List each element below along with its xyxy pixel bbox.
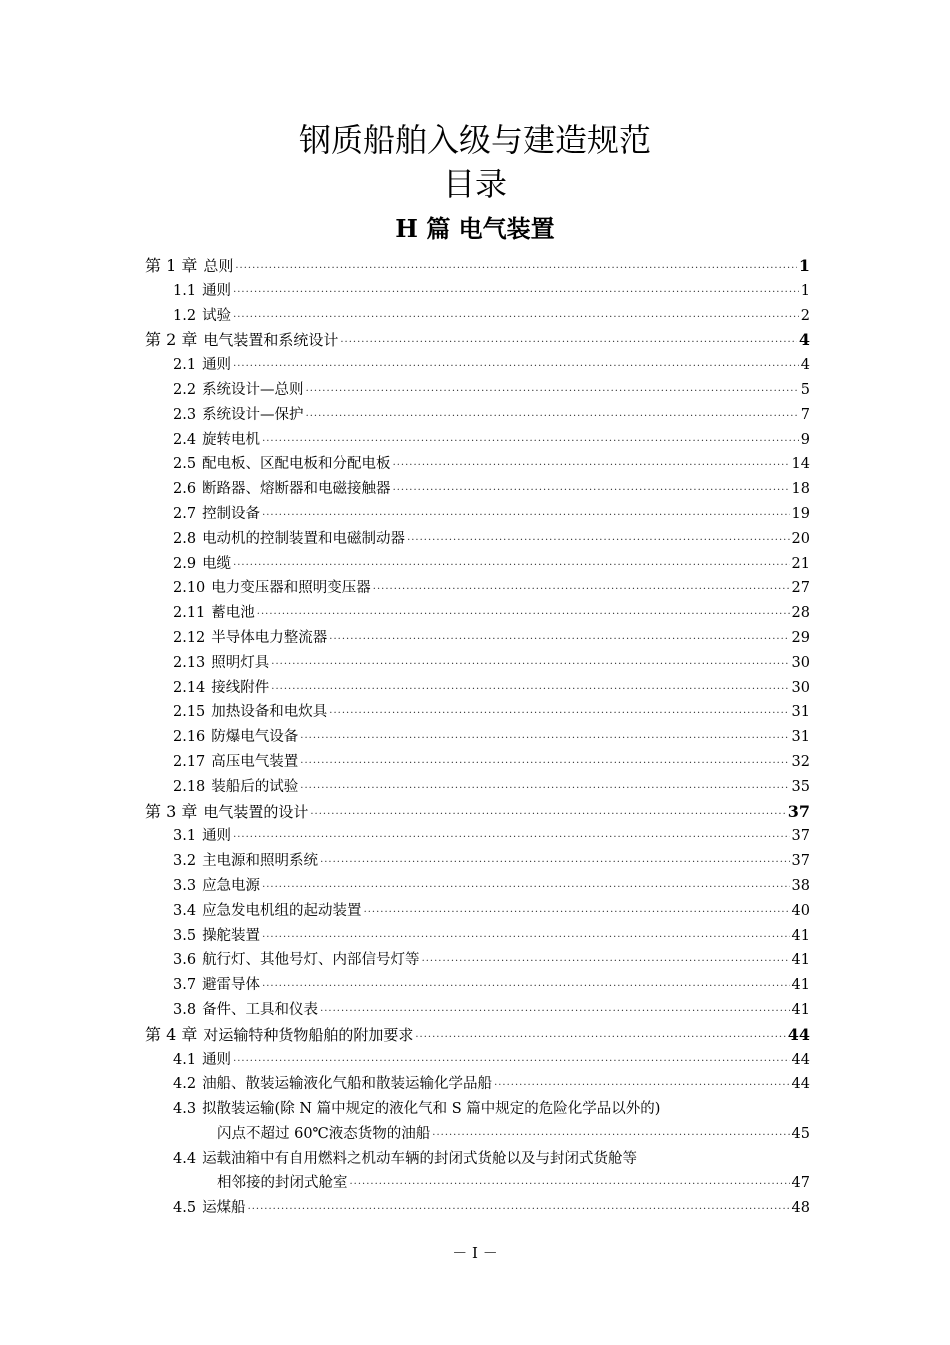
toc-section[interactable] xyxy=(145,651,810,676)
toc-chapter-1[interactable] xyxy=(145,254,810,279)
leader-dots xyxy=(329,702,789,727)
toc-entry-title: 闪点不超过 60℃液态货物的油船 xyxy=(217,1125,431,1142)
toc-entry-page: 41 xyxy=(791,952,810,969)
leader-dots xyxy=(393,479,790,504)
toc-entry-number: 2.11 xyxy=(173,605,206,622)
toc-entry-page: 2 xyxy=(800,307,810,324)
toc-entry-page: 48 xyxy=(791,1200,810,1217)
toc-entry-page: 9 xyxy=(800,431,810,448)
leader-dots xyxy=(364,901,790,926)
toc-entry-number: 2.17 xyxy=(173,753,206,770)
toc-entry-title: 电力变压器和照明变压器 xyxy=(211,580,371,597)
toc-entry-number: 第 2 章 xyxy=(145,330,198,350)
toc-entry-number: 3.6 xyxy=(173,952,197,969)
toc-entry-number: 第 4 章 xyxy=(145,1024,198,1044)
toc-entry-title: 总则 xyxy=(203,257,234,275)
leader-dots xyxy=(248,1198,790,1223)
leader-dots xyxy=(320,1000,789,1025)
toc-entry-title: 运载油箱中有自用燃料之机动车辆的封闭式货舱以及与封闭式货舱等 xyxy=(202,1150,638,1167)
toc-entry-number: 2.15 xyxy=(173,704,206,721)
toc-entry-title: 照明灯具 xyxy=(211,654,270,671)
toc-section[interactable] xyxy=(145,1147,810,1172)
toc-entry-title: 主电源和照明系统 xyxy=(202,853,319,870)
toc-section[interactable] xyxy=(145,998,810,1023)
toc-entry-number: 4.4 xyxy=(173,1150,197,1167)
toc-entry-page: 38 xyxy=(791,877,810,894)
toc-entry-number: 2.16 xyxy=(173,729,206,746)
toc-section[interactable] xyxy=(145,1097,810,1122)
toc-entry-number: 3.2 xyxy=(173,853,197,870)
toc-entry-title: 运煤船 xyxy=(202,1200,246,1217)
toc-section[interactable] xyxy=(145,477,810,502)
toc-entry-number: 第 1 章 xyxy=(145,256,198,275)
toc-section[interactable] xyxy=(145,576,810,601)
toc-chapter-2[interactable] xyxy=(145,328,810,353)
toc-entry-page: 44 xyxy=(787,1024,810,1044)
toc-entry-page: 32 xyxy=(791,753,810,770)
toc-entry-number: 4.3 xyxy=(173,1101,197,1118)
toc-section[interactable] xyxy=(145,824,810,849)
part-heading: H 篇 电气装置 xyxy=(395,214,555,243)
leader-dots xyxy=(271,678,789,703)
toc-section[interactable] xyxy=(145,601,810,626)
leader-dots xyxy=(306,405,799,430)
toc-entry-title: 油船、散装运输液化气船和散装运输化学品船 xyxy=(202,1076,493,1093)
toc-section[interactable] xyxy=(145,428,810,453)
toc-entry-number: 2.3 xyxy=(173,406,197,423)
toc-section[interactable] xyxy=(145,924,810,949)
toc-entry-title: 断路器、熔断器和电磁接触器 xyxy=(202,481,391,498)
document-title: 钢质船舶入级与建造规范 xyxy=(298,121,651,159)
toc-section[interactable] xyxy=(145,676,810,701)
toc-section[interactable] xyxy=(145,1072,810,1097)
toc-section[interactable] xyxy=(145,874,810,899)
toc-entry-number: 2.12 xyxy=(173,629,206,646)
toc-entry-page: 28 xyxy=(791,605,810,622)
toc-section[interactable] xyxy=(145,700,810,725)
toc-entry-page: 21 xyxy=(791,555,810,572)
toc-chapter-3[interactable] xyxy=(145,800,810,825)
toc-entry-title: 系统设计—总则 xyxy=(202,381,304,398)
toc-entry-number: 2.10 xyxy=(173,580,206,597)
toc-entry-page: 37 xyxy=(787,801,810,821)
toc-section[interactable] xyxy=(145,725,810,750)
leader-dots xyxy=(300,777,789,802)
toc-section[interactable] xyxy=(145,849,810,874)
toc-entry-number: 3.1 xyxy=(173,828,197,845)
toc-entry-title: 通则 xyxy=(202,282,232,299)
toc-entry-page: 4 xyxy=(798,330,810,350)
toc-entry-page: 19 xyxy=(791,505,810,522)
toc-section[interactable] xyxy=(145,502,810,527)
toc-entry-page: 18 xyxy=(791,481,810,498)
leader-dots xyxy=(329,628,789,653)
toc-entry-page: 35 xyxy=(791,778,810,795)
toc-entry-number: 2.18 xyxy=(173,778,206,795)
toc-entry-number: 2.4 xyxy=(173,431,197,448)
toc-entry-title: 对运输特种货物船舶的附加要求 xyxy=(203,1025,414,1044)
toc-entry-title: 系统设计—保护 xyxy=(202,406,304,423)
toc-chapter-4[interactable] xyxy=(145,1023,810,1048)
toc-section[interactable] xyxy=(145,552,810,577)
leader-dots xyxy=(422,950,790,975)
toc-entry-page: 41 xyxy=(791,927,810,944)
leader-dots xyxy=(407,529,789,554)
toc-entry-title: 加热设备和电炊具 xyxy=(211,704,328,721)
leader-dots xyxy=(262,876,789,901)
toc-entry-page: 44 xyxy=(791,1076,810,1093)
toc-entry-number: 2.8 xyxy=(173,530,197,547)
leader-dots xyxy=(262,504,789,529)
toc-entry-number: 第 3 章 xyxy=(145,801,198,821)
leader-dots xyxy=(262,926,789,951)
leader-dots xyxy=(415,1026,785,1051)
toc-entry-number: 1.1 xyxy=(173,282,197,299)
toc-entry-title: 电气装置的设计 xyxy=(203,802,309,821)
leader-dots xyxy=(233,554,789,579)
leader-dots xyxy=(300,727,789,752)
toc-entry-page: 37 xyxy=(791,853,810,870)
toc-section[interactable] xyxy=(145,948,810,973)
toc-entry-page: 7 xyxy=(800,406,810,423)
toc-section[interactable] xyxy=(145,403,810,428)
toc-entry-title: 蓄电池 xyxy=(211,605,255,622)
toc-entry-page: 1 xyxy=(798,256,810,275)
toc-section[interactable] xyxy=(145,973,810,998)
toc-entry-title: 接线附件 xyxy=(211,679,270,696)
toc-entry-page: 31 xyxy=(791,729,810,746)
toc-section[interactable] xyxy=(145,378,810,403)
toc-section[interactable] xyxy=(145,1048,810,1073)
toc-entry-number: 2.6 xyxy=(173,481,197,498)
toc-entry-page: 20 xyxy=(791,530,810,547)
leader-dots xyxy=(310,803,785,828)
toc-entry-number: 3.4 xyxy=(173,902,197,919)
toc-section[interactable] xyxy=(145,899,810,924)
toc-entry-page: 5 xyxy=(800,381,810,398)
toc-section[interactable] xyxy=(145,304,810,329)
toc-entry-number: 4.1 xyxy=(173,1051,197,1068)
toc-entry-title: 应急发电机组的起动装置 xyxy=(202,902,362,919)
toc-entry-number: 2.7 xyxy=(173,505,197,522)
leader-dots xyxy=(233,355,799,380)
toc-entry-title: 电动机的控制装置和电磁制动器 xyxy=(202,530,406,547)
toc-entry-title: 通则 xyxy=(202,1051,232,1068)
leader-dots xyxy=(340,331,796,356)
toc-section[interactable] xyxy=(145,527,810,552)
toc-entry-title: 电气装置和系统设计 xyxy=(203,331,339,350)
toc-entry-title: 应急电源 xyxy=(202,877,261,894)
toc-entry-title: 半导体电力整流器 xyxy=(211,629,328,646)
toc-entry-title: 电缆 xyxy=(202,555,232,572)
toc-entry-page: 30 xyxy=(791,679,810,696)
toc-entry-page: 45 xyxy=(791,1125,810,1142)
leader-dots xyxy=(306,380,799,405)
leader-dots xyxy=(235,257,796,282)
leader-dots xyxy=(233,281,799,306)
toc-entry-number: 2.9 xyxy=(173,555,197,572)
toc-entry-page: 31 xyxy=(791,704,810,721)
toc-entry-title: 试验 xyxy=(202,307,232,324)
toc-entry-title: 通则 xyxy=(202,357,232,374)
toc-entry-page: 27 xyxy=(791,580,810,597)
toc-section-continuation[interactable] xyxy=(145,1122,810,1147)
toc-entry-title: 操舵装置 xyxy=(202,927,261,944)
toc-entry-page: 29 xyxy=(791,629,810,646)
toc-section-continuation[interactable] xyxy=(145,1171,810,1196)
leader-dots xyxy=(494,1074,789,1099)
toc-entry-title: 配电板、区配电板和分配电板 xyxy=(202,456,391,473)
toc-section[interactable] xyxy=(145,279,810,304)
toc-entry-number: 3.5 xyxy=(173,927,197,944)
leader-dots xyxy=(262,430,799,455)
toc-entry-page: 1 xyxy=(800,282,810,299)
toc-entry-title: 装船后的试验 xyxy=(211,778,299,795)
toc-entry-number: 2.14 xyxy=(173,679,206,696)
leader-dots xyxy=(432,1124,789,1149)
leader-dots xyxy=(257,603,790,628)
leader-dots xyxy=(350,1173,790,1198)
toc-entry-number: 2.13 xyxy=(173,654,206,671)
toc-entry-title: 防爆电气设备 xyxy=(211,729,299,746)
leader-dots xyxy=(300,752,789,777)
toc-section[interactable] xyxy=(145,626,810,651)
leader-dots xyxy=(262,975,789,1000)
toc-section[interactable] xyxy=(145,452,810,477)
toc-entry-number: 3.8 xyxy=(173,1001,197,1018)
toc-entry-title: 控制设备 xyxy=(202,505,261,522)
toc-entry-title: 避雷导体 xyxy=(202,977,261,994)
toc-entry-title: 通则 xyxy=(202,828,232,845)
toc-entry-number: 3.3 xyxy=(173,877,197,894)
toc-entry-page: 44 xyxy=(791,1051,810,1068)
toc-entry-page: 37 xyxy=(791,828,810,845)
toc-entry-title: 备件、工具和仪表 xyxy=(202,1001,319,1018)
toc-entry-title: 相邻接的封闭式舱室 xyxy=(217,1175,348,1192)
toc-entry-page: 41 xyxy=(791,1001,810,1018)
leader-dots xyxy=(320,851,789,876)
page-number-footer: － I － xyxy=(452,1244,498,1262)
toc-section[interactable] xyxy=(145,750,810,775)
toc-entry-title: 航行灯、其他号灯、内部信号灯等 xyxy=(202,952,420,969)
table-of-contents xyxy=(145,254,810,1221)
toc-section[interactable] xyxy=(145,775,810,800)
toc-entry-page: 40 xyxy=(791,902,810,919)
toc-entry-page: 14 xyxy=(791,456,810,473)
toc-entry-number: 1.2 xyxy=(173,307,197,324)
toc-entry-title: 拟散装运输(除 N 篇中规定的液化气和 S 篇中规定的危险化学品以外的) xyxy=(202,1101,661,1118)
toc-entry-title: 高压电气装置 xyxy=(211,753,299,770)
toc-entry-page: 4 xyxy=(800,357,810,374)
leader-dots xyxy=(271,653,789,678)
leader-dots xyxy=(233,306,799,331)
toc-section[interactable] xyxy=(145,353,810,378)
leader-dots xyxy=(233,826,789,851)
document-subtitle: 目录 xyxy=(442,165,507,203)
toc-entry-number: 2.2 xyxy=(173,381,197,398)
toc-entry-number: 3.7 xyxy=(173,977,197,994)
toc-entry-number: 4.5 xyxy=(173,1200,197,1217)
leader-dots xyxy=(393,454,790,479)
toc-section[interactable] xyxy=(145,1196,810,1221)
leader-dots xyxy=(373,578,790,603)
toc-entry-page: 30 xyxy=(791,654,810,671)
toc-entry-page: 47 xyxy=(791,1175,810,1192)
leader-dots xyxy=(233,1050,789,1075)
toc-entry-page: 41 xyxy=(791,977,810,994)
toc-entry-number: 2.5 xyxy=(173,456,197,473)
toc-entry-number: 2.1 xyxy=(173,357,197,374)
toc-entry-number: 4.2 xyxy=(173,1076,197,1093)
toc-entry-title: 旋转电机 xyxy=(202,431,261,448)
